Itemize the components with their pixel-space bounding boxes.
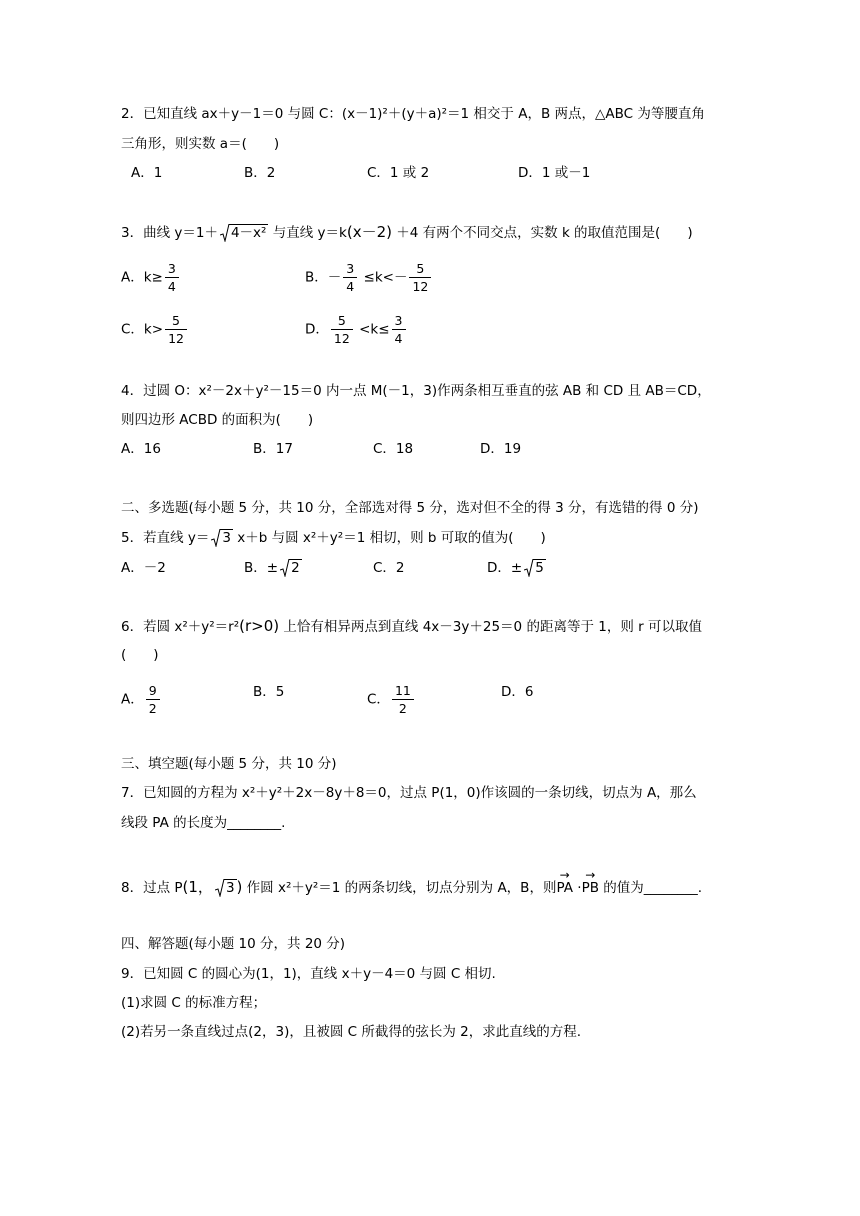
q5-option-d-label: D．± bbox=[487, 560, 523, 576]
q4-option-d: D．19 bbox=[480, 441, 522, 457]
q5-option-a: A．－2 bbox=[121, 560, 166, 576]
q3-option-a-label: A．k≥ bbox=[121, 269, 163, 286]
q8-stem-mid: 作圆 x²＋y²＝1 的两条切线，切点分别为 A，B，则 bbox=[242, 880, 557, 896]
sqrt-symbol bbox=[220, 223, 269, 243]
q2-option-d: D．1 或－1 bbox=[518, 165, 591, 181]
q8-radicand: 3 bbox=[225, 880, 235, 896]
fraction bbox=[146, 682, 160, 717]
q2-option-c: C．1 或 2 bbox=[367, 165, 430, 181]
q4-stem-line2: 则四边形 ACBD 的面积为( ) bbox=[121, 412, 314, 428]
q2-option-a: A．1 bbox=[131, 165, 163, 181]
q2-stem-line1: 2．已知直线 ax＋y－1＝0 与圆 C：(x－1)²＋(y＋a)²＝1 相交于 A，B 两点，△ABC 为等腰直角 bbox=[121, 106, 705, 122]
q2-option-b: B．2 bbox=[244, 165, 276, 181]
q9-part1: (1)求圆 C 的标准方程； bbox=[121, 995, 267, 1011]
q6-option-c bbox=[367, 682, 416, 717]
fraction bbox=[409, 260, 431, 295]
numerator: 3 bbox=[165, 260, 179, 278]
q6-stem-post: 上恰有相异两点到直线 4x－3y＋25＝0 的距离等于 1，则 r 可以取值 bbox=[279, 619, 702, 635]
q3-stem-post: ＋4 有两个不同交点，实数 k 的取值范围是( ) bbox=[391, 225, 693, 241]
q3-option-b-label: B．－ bbox=[305, 269, 342, 286]
q9-part2: (2)若另一条直线过点(2，3)，且被圆 C 所截得的弦长为 2，求此直线的方程. bbox=[121, 1024, 582, 1040]
q8-point-close: ) bbox=[236, 878, 243, 896]
fraction bbox=[343, 260, 357, 295]
fraction bbox=[392, 682, 414, 717]
numerator: 5 bbox=[165, 312, 187, 330]
q6-option-a bbox=[121, 682, 162, 717]
sqrt-symbol bbox=[524, 558, 546, 578]
q5-option-c: C．2 bbox=[373, 560, 405, 576]
q6-option-d: D．6 bbox=[501, 684, 534, 700]
numerator: 5 bbox=[331, 312, 353, 330]
denominator: 12 bbox=[168, 331, 184, 346]
q5-option-d-radicand: 5 bbox=[535, 560, 544, 576]
q5-option-b bbox=[244, 558, 302, 578]
q8-stem bbox=[121, 868, 703, 898]
q2-stem-line2: 三角形，则实数 a＝( ) bbox=[121, 136, 280, 152]
q7-stem-line2: 线段 PA 的长度为________. bbox=[121, 815, 286, 831]
q6-paren: (r>0) bbox=[239, 617, 280, 635]
q3-option-b-mid: ≤k<－ bbox=[359, 269, 408, 286]
q4-option-c: C．18 bbox=[373, 441, 414, 457]
q5-stem bbox=[121, 528, 546, 548]
section-heading-answer: 四、解答题(每小题 10 分，共 20 分) bbox=[121, 936, 346, 952]
q5-stem-post: x＋b 与圆 x²＋y²＝1 相切，则 b 可取的值为( ) bbox=[232, 530, 546, 546]
q3-option-d-label: D． bbox=[305, 321, 329, 338]
q8-stem-pre: 8．过点 P bbox=[121, 880, 183, 896]
vector-label: PB bbox=[581, 880, 599, 896]
q6-option-a-label: A． bbox=[121, 691, 144, 708]
q3-option-a bbox=[121, 260, 181, 295]
q5-option-b-label: B．± bbox=[244, 560, 279, 576]
fraction bbox=[165, 260, 179, 295]
q3-option-c-label: C．k> bbox=[121, 321, 164, 338]
denominator: 12 bbox=[333, 331, 350, 346]
q6-stem-line2: ( ) bbox=[121, 647, 159, 663]
sqrt-symbol bbox=[280, 558, 302, 578]
numerator: 11 bbox=[392, 682, 414, 700]
denominator: 4 bbox=[167, 279, 176, 294]
q9-stem-line1: 9．已知圆 C 的圆心为(1，1)，直线 x＋y－4＝0 与圆 C 相切. bbox=[121, 966, 496, 982]
q3-option-d bbox=[305, 312, 408, 347]
q5-option-b-radicand: 2 bbox=[291, 560, 300, 576]
q5-stem-pre: 5．若直线 y＝ bbox=[121, 530, 210, 546]
q3-option-d-mid: <k≤ bbox=[354, 321, 390, 338]
sqrt-symbol bbox=[211, 528, 233, 548]
q3-option-c bbox=[121, 312, 189, 347]
q7-stem-line1: 7．已知圆的方程为 x²＋y²＋2x－8y＋8＝0，过点 P(1，0)作该圆的一条切线，切点为 A，那么 bbox=[121, 785, 697, 801]
vector-pa bbox=[556, 868, 573, 898]
q8-point-open: (1， bbox=[182, 878, 213, 896]
q3-stem-mid: 与直线 y＝k bbox=[268, 225, 347, 241]
vector-pb bbox=[581, 868, 599, 898]
q3-paren: (x－2) bbox=[346, 223, 392, 241]
vector-arrow-icon: → bbox=[585, 868, 596, 882]
q3-stem bbox=[121, 222, 693, 243]
vector-label: PA bbox=[556, 880, 573, 896]
q5-radicand: 3 bbox=[222, 530, 231, 546]
vector-arrow-icon: → bbox=[559, 868, 570, 882]
numerator: 9 bbox=[146, 682, 160, 700]
q3-option-b bbox=[305, 260, 433, 295]
sqrt-symbol bbox=[215, 878, 237, 898]
denominator: 12 bbox=[412, 279, 429, 294]
q4-stem-line1: 4．过圆 O：x²－2x＋y²－15＝0 内一点 M(－1，3)作两条相互垂直的弦 AB 和 CD 且 AB＝CD， bbox=[121, 383, 711, 399]
denominator: 4 bbox=[394, 331, 403, 346]
q8-stem-post: 的值为________. bbox=[598, 880, 703, 896]
denominator: 2 bbox=[148, 701, 157, 716]
fraction bbox=[165, 312, 187, 347]
section-heading-fill-in: 三、填空题(每小题 5 分，共 10 分) bbox=[121, 756, 337, 772]
denominator: 4 bbox=[346, 279, 355, 294]
q4-option-a: A．16 bbox=[121, 441, 161, 457]
q6-option-b: B．5 bbox=[253, 684, 285, 700]
denominator: 2 bbox=[398, 701, 407, 716]
q3-radicand: 4－x² bbox=[230, 225, 267, 241]
numerator: 5 bbox=[409, 260, 431, 278]
fraction bbox=[392, 312, 406, 347]
q6-stem-line1 bbox=[121, 616, 702, 637]
dot-product-sign: · bbox=[572, 880, 582, 896]
q6-stem-pre: 6．若圆 x²＋y²＝r² bbox=[121, 619, 240, 635]
numerator: 3 bbox=[392, 312, 406, 330]
q3-stem-pre: 3．曲线 y＝1＋ bbox=[121, 225, 218, 241]
q5-option-d bbox=[487, 558, 546, 578]
q4-option-b: B．17 bbox=[253, 441, 293, 457]
numerator: 3 bbox=[343, 260, 357, 278]
section-heading-multiple-choice: 二、多选题(每小题 5 分，共 10 分，全部选对得 5 分，选对但不全的得 3 分，有选错的得 0 分) bbox=[121, 500, 699, 516]
q6-option-c-label: C． bbox=[367, 691, 390, 708]
fraction bbox=[331, 312, 353, 347]
